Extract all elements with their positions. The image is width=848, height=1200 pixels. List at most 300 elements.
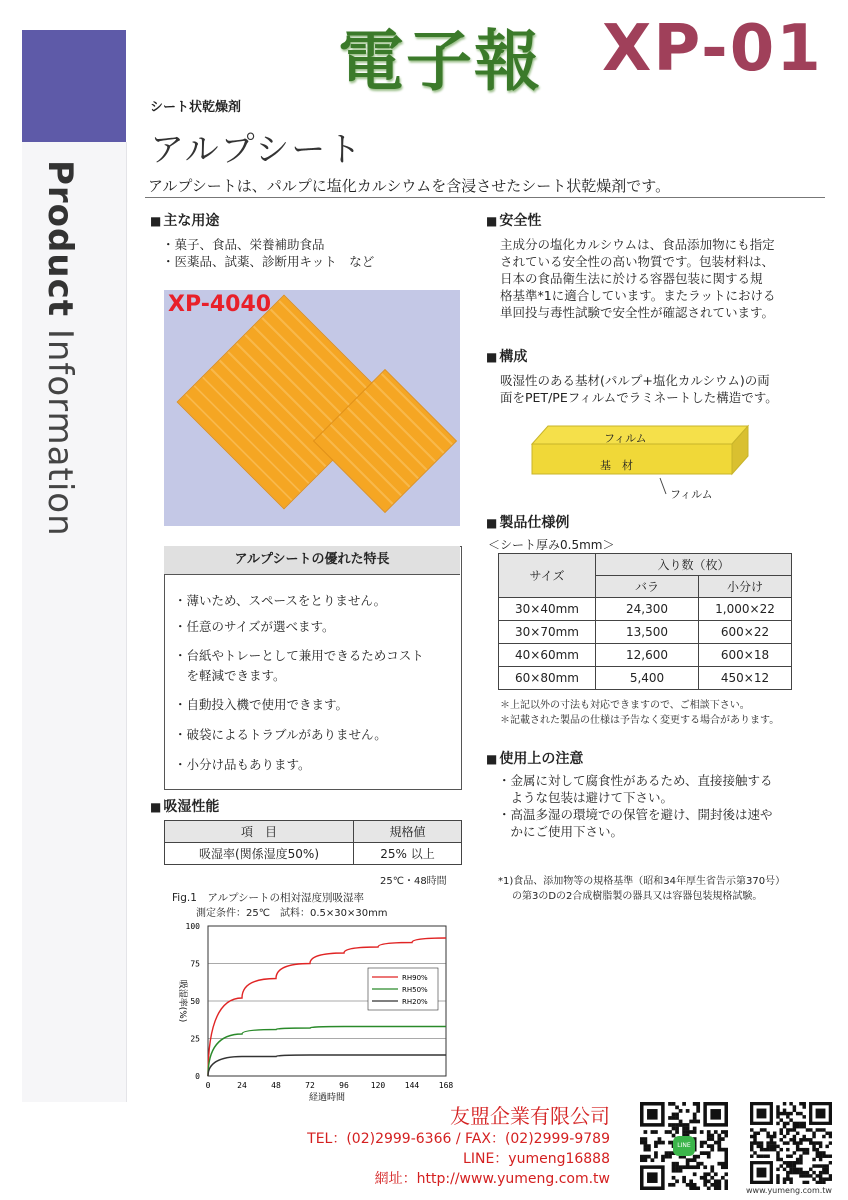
qr-module (822, 1168, 825, 1171)
spec-cell: 30×40mm (499, 598, 596, 621)
label-film-bottom: フィルム (670, 488, 713, 501)
qr-module (679, 1169, 683, 1173)
sidebar-bold-word: Product (40, 160, 80, 317)
qr-module (717, 1162, 721, 1166)
qr-module (825, 1168, 828, 1171)
qr-module (789, 1168, 792, 1171)
qr-module (799, 1171, 802, 1174)
qr-module (786, 1154, 789, 1157)
qr-module (710, 1144, 714, 1148)
qr-module (707, 1130, 711, 1134)
qr-module (714, 1179, 718, 1183)
y-tick-label: 50 (190, 997, 200, 1006)
qr-module (786, 1132, 789, 1135)
caution-text (498, 772, 773, 840)
spec-cell: 12,600 (596, 644, 699, 667)
qr-module (816, 1148, 819, 1151)
qr-module (717, 1144, 721, 1148)
qr-module (812, 1158, 815, 1161)
qr-module (763, 1128, 766, 1131)
qr-module (654, 1141, 658, 1145)
caution-line: ような包装は避けて下さい。 (498, 790, 674, 805)
qr-module (750, 1128, 753, 1131)
qr-module (665, 1151, 669, 1155)
spec-cell: 60×80mm (499, 667, 596, 690)
qr-module (776, 1145, 779, 1148)
spec-col-size: サイズ (499, 554, 596, 598)
qr-module (665, 1155, 669, 1159)
qr-module (802, 1105, 805, 1108)
qr-module (773, 1135, 776, 1138)
x-tick-label: 96 (339, 1081, 349, 1090)
company-tel: TEL：(02)2999-6366 / FAX：(02)2999-9789 (307, 1131, 610, 1147)
qr-module (789, 1128, 792, 1131)
qr-module (661, 1158, 665, 1162)
qr-module (672, 1165, 676, 1169)
structure-line: 吸湿性のある基材(パルプ+塩化カルシウム)の両 (500, 373, 770, 388)
qr-module (717, 1137, 721, 1141)
qr-module (700, 1141, 704, 1145)
qr-module (819, 1154, 822, 1157)
qr-module (675, 1165, 679, 1169)
qr-module (724, 1162, 728, 1166)
qr-module (822, 1181, 825, 1184)
qr-module (825, 1177, 828, 1180)
qr-module (776, 1168, 779, 1171)
uses-item: ・医薬品、試薬、診断用キット など (162, 254, 375, 269)
qr-module (693, 1120, 697, 1124)
qr-module (822, 1154, 825, 1157)
brand-title: 電子報 (338, 23, 542, 100)
absorption-col-item: 項 目 (165, 821, 354, 843)
qr-module (796, 1125, 799, 1128)
feature-item: を軽減できます。 (174, 668, 286, 683)
qr-module (707, 1137, 711, 1141)
qr-module (786, 1161, 789, 1164)
qr-module (668, 1123, 672, 1127)
qr-module (693, 1127, 697, 1131)
qr-module (799, 1122, 802, 1125)
x-axis-label: 経過時間 (308, 1093, 346, 1103)
qr-module (812, 1145, 815, 1148)
qr-module (766, 1148, 769, 1151)
qr-module (819, 1141, 822, 1144)
qr-module (750, 1154, 753, 1157)
qr-module (780, 1164, 783, 1167)
qr-module (724, 1148, 728, 1152)
qr-module (763, 1148, 766, 1151)
qr-module (776, 1154, 779, 1157)
qr-module (780, 1148, 783, 1151)
uses-item: ・菓子、食品、栄養補助食品 (162, 237, 325, 252)
qr-module (816, 1141, 819, 1144)
qr-module (766, 1132, 769, 1135)
qr-module (816, 1154, 819, 1157)
qr-module (724, 1165, 728, 1169)
qr-module (644, 1130, 648, 1134)
qr-module (724, 1134, 728, 1138)
qr-module (710, 1148, 714, 1152)
qr-module (776, 1181, 779, 1184)
qr-module (644, 1158, 648, 1162)
qr-module (802, 1115, 805, 1118)
qr-module (696, 1106, 700, 1110)
qr-module (822, 1171, 825, 1174)
qr-module (750, 1145, 753, 1148)
qr-module (773, 1141, 776, 1144)
company-name: 友盟企業有限公司 (450, 1104, 610, 1128)
x-tick-label: 0 (205, 1081, 211, 1090)
uses-list (162, 236, 374, 270)
qr-module (647, 1148, 651, 1152)
qr-module (776, 1105, 779, 1108)
qr-module (816, 1128, 819, 1131)
qr-module (686, 1158, 690, 1162)
qr-module (672, 1116, 676, 1120)
qr-module (799, 1174, 802, 1177)
legend-label: RH50% (402, 986, 428, 994)
spec-cell: 13,500 (596, 621, 699, 644)
qr-module (696, 1165, 700, 1169)
qr-module (640, 1141, 644, 1145)
qr-module (668, 1151, 672, 1155)
spec-cell: 450×12 (699, 667, 792, 690)
qr-module (700, 1176, 704, 1180)
qr-module (806, 1171, 809, 1174)
qr-module (780, 1132, 783, 1135)
footnote-line: *1)食品、添加物等の規格基準（昭和34年厚生省告示第370号） (498, 876, 786, 887)
qr-module (802, 1174, 805, 1177)
qr-module (721, 1130, 725, 1134)
label-film-top: フィルム (604, 432, 647, 445)
qr-module (654, 1130, 658, 1134)
qr-module (793, 1125, 796, 1128)
qr-module (651, 1130, 655, 1134)
qr-module (668, 1116, 672, 1120)
qr-module (714, 1183, 718, 1187)
qr-module (703, 1165, 707, 1169)
company-website[interactable] (250, 1168, 610, 1188)
product-intro: アルプシートは、パルプに塩化カルシウムを含浸させたシート状乾燥剤です。 (148, 177, 671, 195)
qr-module (644, 1141, 648, 1145)
qr-module (693, 1116, 697, 1120)
qr-module (757, 1145, 760, 1148)
qr-module (786, 1164, 789, 1167)
features-heading: アルプシートの優れた特長 (164, 546, 460, 575)
qr-module (783, 1141, 786, 1144)
qr-module (783, 1168, 786, 1171)
spec-col-split: 小分け (699, 576, 792, 598)
qr-module (651, 1158, 655, 1162)
qr-module (793, 1105, 796, 1108)
qr-module (689, 1179, 693, 1183)
qr-module (721, 1148, 725, 1152)
qr-module (816, 1174, 819, 1177)
qr-module (693, 1172, 697, 1176)
qr-module (809, 1138, 812, 1141)
qr-module (672, 1113, 676, 1117)
qr-module (696, 1102, 700, 1106)
qr-module (675, 1123, 679, 1127)
qr-module (679, 1109, 683, 1113)
qr-module (675, 1162, 679, 1166)
brand-model: XP-01 (602, 12, 823, 86)
table-row (499, 644, 792, 667)
absorption-table (164, 820, 462, 865)
qr-module (703, 1151, 707, 1155)
qr-module (829, 1132, 832, 1135)
qr-finder-core (647, 1109, 658, 1120)
qr-module (780, 1118, 783, 1121)
qr-module (812, 1171, 815, 1174)
footnote (498, 874, 785, 904)
qr-module (675, 1127, 679, 1131)
feature-item: ・小分け品もあります。 (174, 757, 311, 772)
qr-module (802, 1135, 805, 1138)
qr-module (819, 1171, 822, 1174)
safety-line: 日本の食品衛生法に於ける容器包装に関する規 (500, 271, 763, 286)
qr-module (786, 1112, 789, 1115)
qr-module (724, 1130, 728, 1134)
x-tick-label: 48 (271, 1081, 281, 1090)
qr-module (802, 1151, 805, 1154)
x-tick-label: 120 (370, 1081, 386, 1090)
table-row (499, 621, 792, 644)
line-badge-icon: LINE (673, 1136, 695, 1156)
qr-module (724, 1183, 728, 1187)
qr-module (757, 1132, 760, 1135)
spec-cell: 1,000×22 (699, 598, 792, 621)
qr-module (829, 1177, 832, 1180)
qr-module (703, 1183, 707, 1187)
qr-module (689, 1165, 693, 1169)
spec-note: ＊上記以外の寸法も対応できますので、ご相談下さい。 (500, 700, 750, 711)
qr-module (682, 1165, 686, 1169)
qr-module (707, 1134, 711, 1138)
qr-module (757, 1141, 760, 1144)
qr-module (707, 1155, 711, 1159)
caution-line: ・金属に対して腐食性があるため、直接接触する (498, 773, 773, 788)
product-subtitle: シート状乾燥剤 (150, 100, 242, 115)
qr-module (766, 1154, 769, 1157)
qr-module (802, 1181, 805, 1184)
qr-module (796, 1132, 799, 1135)
qr-module (679, 1123, 683, 1127)
qr-module (717, 1186, 721, 1190)
y-tick-label: 75 (190, 959, 200, 969)
qr-module (686, 1183, 690, 1187)
qr-module (773, 1132, 776, 1135)
safety-line: されている安全性の高い物質です。包装材料は、 (500, 254, 775, 269)
qr-module (644, 1155, 648, 1159)
qr-module (717, 1134, 721, 1138)
qr-module (799, 1112, 802, 1115)
header-divider (145, 197, 825, 198)
website-qr-code-icon[interactable] (750, 1102, 832, 1184)
safety-line: 格基準*1に適合しています。またラットにおける (500, 288, 776, 303)
qr-module (672, 1102, 676, 1106)
qr-module (668, 1141, 672, 1145)
qr-module (816, 1164, 819, 1167)
qr-module (819, 1174, 822, 1177)
footnote-line: の第3のDの2合成樹脂製の器具又は容器包装規格試験。 (512, 891, 763, 902)
qr-module (793, 1128, 796, 1131)
qr-module (819, 1177, 822, 1180)
qr-module (724, 1151, 728, 1155)
qr-module (766, 1141, 769, 1144)
legend-label: RH20% (402, 998, 428, 1006)
qr-module (796, 1161, 799, 1164)
sidebar-vertical-title (40, 160, 80, 537)
structure-heading: ■ 構成 (486, 346, 527, 366)
qr-module (686, 1109, 690, 1113)
qr-module (796, 1141, 799, 1144)
x-tick-label: 24 (237, 1081, 247, 1090)
product-photo (164, 290, 460, 526)
qr-module (675, 1116, 679, 1120)
company-website-text: 網址：http://www.yumeng.com.tw (374, 1171, 610, 1187)
qr-module (783, 1102, 786, 1105)
feature-item: ・台紙やトレーとして兼用できるためコスト (174, 648, 424, 663)
qr-module (819, 1145, 822, 1148)
feature-item: ・薄いため、スペースをとりません。 (174, 593, 387, 608)
qr-module (654, 1151, 658, 1155)
company-line: LINE：yumeng16888 (463, 1151, 610, 1167)
qr-module (776, 1115, 779, 1118)
spec-table (498, 553, 792, 690)
qr-module (689, 1158, 693, 1162)
qr-module (703, 1176, 707, 1180)
qr-module (802, 1171, 805, 1174)
x-tick-label: 144 (404, 1081, 420, 1090)
qr-module (750, 1141, 753, 1144)
spec-cell: 600×18 (699, 644, 792, 667)
qr-module (822, 1177, 825, 1180)
qr-module (689, 1183, 693, 1187)
qr-module (721, 1165, 725, 1169)
qr-module (799, 1102, 802, 1105)
qr-module (672, 1169, 676, 1173)
qr-module (783, 1161, 786, 1164)
qr-module (783, 1135, 786, 1138)
qr-module (717, 1148, 721, 1152)
qr-module (796, 1145, 799, 1148)
qr-module (822, 1135, 825, 1138)
qr-module (796, 1148, 799, 1151)
qr-module (644, 1144, 648, 1148)
qr-module (825, 1145, 828, 1148)
qr-module (786, 1122, 789, 1125)
qr-module (793, 1161, 796, 1164)
qr-module (789, 1112, 792, 1115)
table-row (499, 598, 792, 621)
safety-line: 主成分の塩化カルシウムは、食品添加物にも指定 (500, 237, 775, 252)
qr-module (672, 1127, 676, 1131)
qr-module (802, 1122, 805, 1125)
sidebar-light-word: Information (40, 328, 80, 537)
qr-module (783, 1122, 786, 1125)
qr-module (773, 1148, 776, 1151)
qr-module (724, 1155, 728, 1159)
qr-module (686, 1162, 690, 1166)
qr-module (783, 1177, 786, 1180)
qr-module (822, 1128, 825, 1131)
qr-module (640, 1155, 644, 1159)
qr-module (753, 1141, 756, 1144)
qr-module (806, 1181, 809, 1184)
qr-module (776, 1151, 779, 1154)
qr-module (770, 1138, 773, 1141)
qr-module (783, 1181, 786, 1184)
feature-item: ・任意のサイズが選べます。 (174, 619, 335, 634)
qr-module (819, 1151, 822, 1154)
qr-module (714, 1141, 718, 1145)
qr-module (640, 1158, 644, 1162)
qr-module (793, 1135, 796, 1138)
qr-module (696, 1186, 700, 1190)
table-row (499, 667, 792, 690)
qr-module (693, 1183, 697, 1187)
qr-module (776, 1177, 779, 1180)
qr-module (750, 1135, 753, 1138)
qr-module (672, 1162, 676, 1166)
x-tick-label: 72 (305, 1081, 315, 1090)
qr-module (789, 1102, 792, 1105)
qr-module (799, 1168, 802, 1171)
qr-module (721, 1162, 725, 1166)
qr-module (783, 1125, 786, 1128)
qr-module (789, 1118, 792, 1121)
y-axis-label: 吸湿率(%) (177, 979, 187, 1023)
qr-module (658, 1137, 662, 1141)
qr-module (793, 1168, 796, 1171)
qr-module (786, 1171, 789, 1174)
qr-module (689, 1186, 693, 1190)
spec-heading: ■ 製品仕様例 (486, 512, 569, 532)
qr-module (710, 1137, 714, 1141)
qr-module (675, 1113, 679, 1117)
spec-cell: 24,300 (596, 598, 699, 621)
qr-module (809, 1141, 812, 1144)
qr-module (796, 1168, 799, 1171)
qr-module (780, 1138, 783, 1141)
qr-finder-core (816, 1109, 826, 1119)
qr-module (682, 1130, 686, 1134)
qr-module (644, 1137, 648, 1141)
qr-module (654, 1144, 658, 1148)
qr-module (724, 1186, 728, 1190)
qr-module (693, 1102, 697, 1106)
qr-module (825, 1132, 828, 1135)
qr-module (750, 1148, 753, 1151)
qr-module (789, 1177, 792, 1180)
qr-module (786, 1115, 789, 1118)
qr-module (780, 1128, 783, 1131)
qr-module (799, 1161, 802, 1164)
qr-module (693, 1113, 697, 1117)
qr-module (799, 1158, 802, 1161)
qr-module (707, 1151, 711, 1155)
qr-module (672, 1176, 676, 1180)
qr-module (675, 1169, 679, 1173)
qr-module (724, 1179, 728, 1183)
qr-module (679, 1120, 683, 1124)
qr-module (770, 1145, 773, 1148)
spec-col-qty: 入り数（枚） (596, 554, 792, 576)
qr-module (703, 1172, 707, 1176)
qr-module (816, 1151, 819, 1154)
qr-module (789, 1161, 792, 1164)
